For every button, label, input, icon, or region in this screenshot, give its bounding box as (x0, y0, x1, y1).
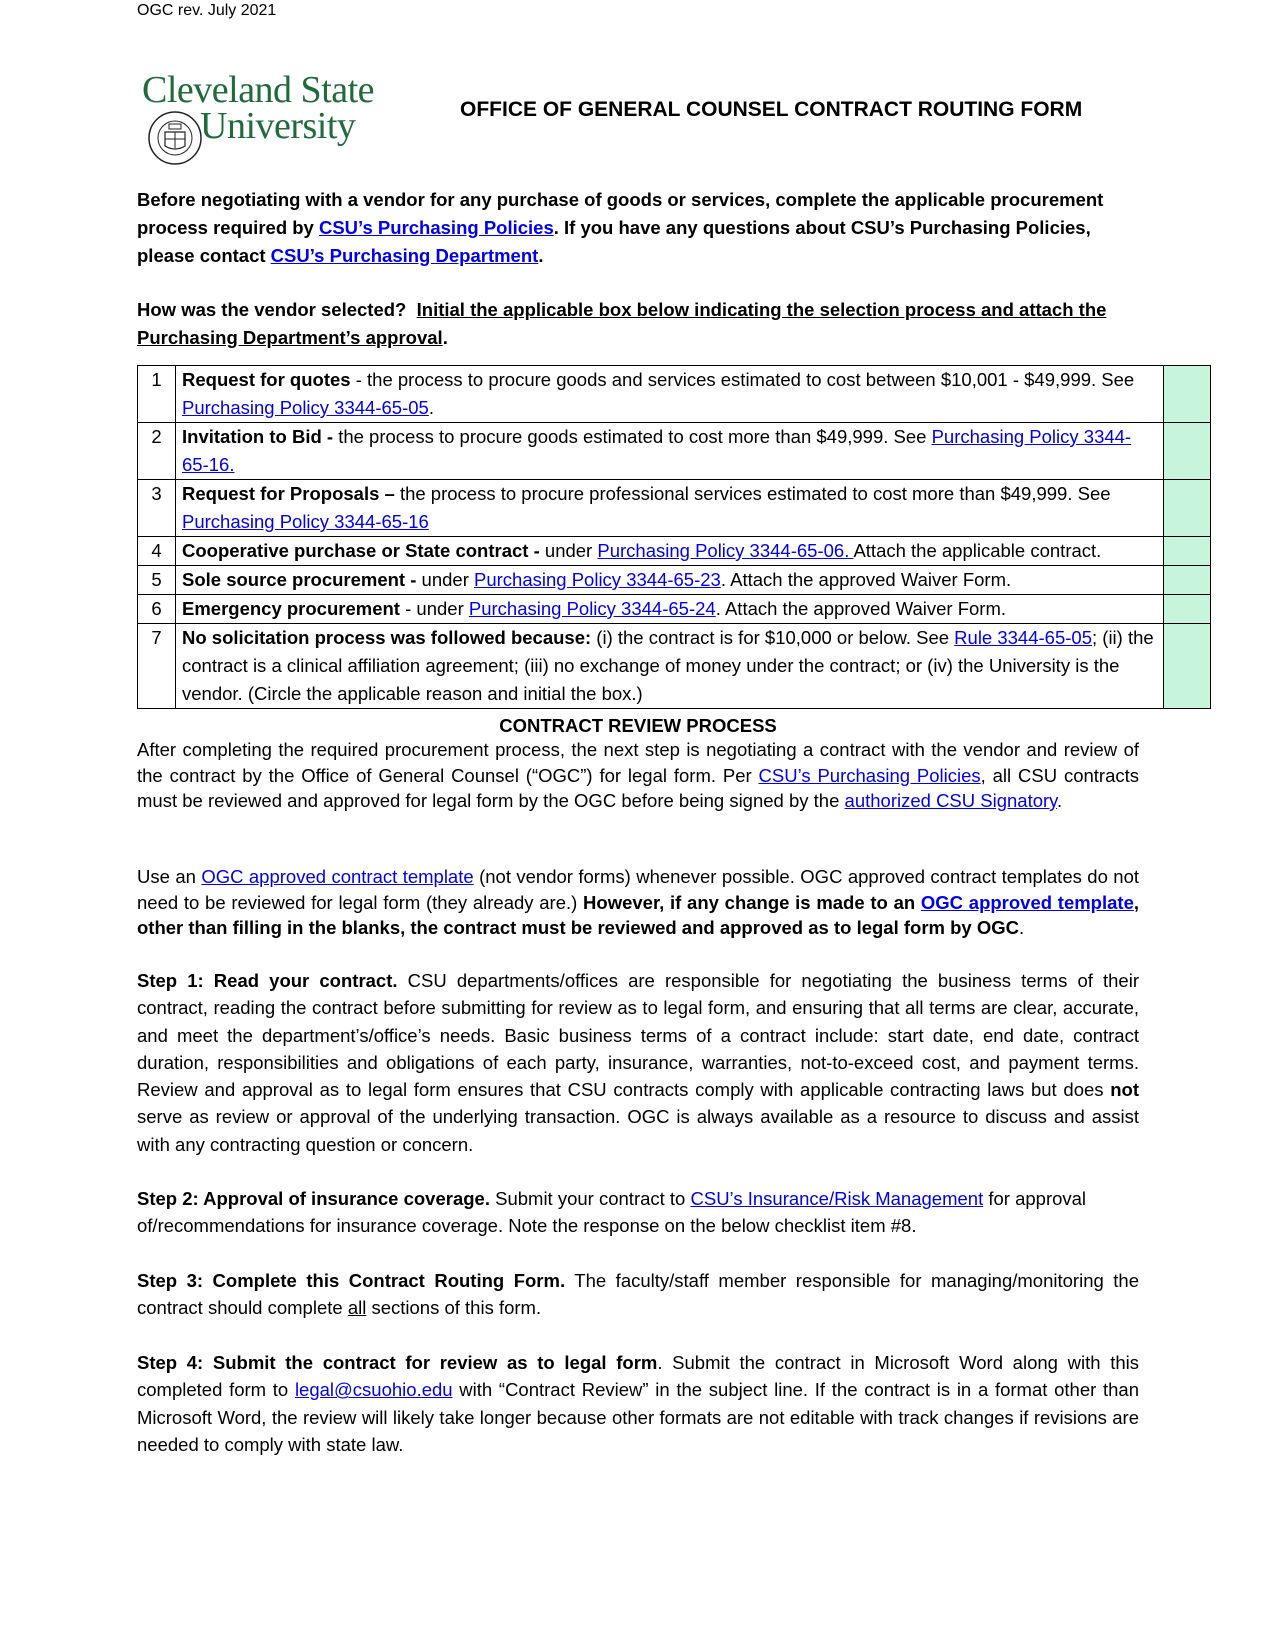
initial-box[interactable] (1164, 480, 1211, 537)
selection-row-description (176, 595, 1164, 624)
step-1-not: not (1110, 1079, 1139, 1101)
template-link[interactable]: OGC approved contract template (201, 866, 474, 887)
review-heading: CONTRACT REVIEW PROCESS (499, 715, 777, 736)
review-p1-end: . (1057, 790, 1063, 811)
review-paragraph-1 (137, 737, 1139, 814)
purchasing-policies-link[interactable]: CSU’s Purchasing Policies (318, 217, 554, 238)
selection-end: . (442, 327, 448, 348)
selection-row-title: Cooperative purchase or State contract - (182, 540, 540, 561)
template-link-2[interactable]: OGC approved template (920, 891, 1134, 913)
policy-link[interactable]: Purchasing Policy 3344-65-06. (597, 540, 854, 561)
step-1-text-2: serve as review or approval of the underlying transaction. OGC is always available as a resource to discuss and assist with any contracting question or concern. (137, 1106, 1139, 1155)
policy-link[interactable]: Purchasing Policy 3344-65-23 (474, 569, 721, 590)
selection-row (138, 480, 1211, 537)
selection-row-after: ; (ii) the contract is a clinical affiliation agreement; (iii) no exchange of money under the contract; or (iv) the University is the vendor. (Circle the applicable reason and initial the box.) (182, 627, 1154, 704)
selection-table (137, 365, 1211, 709)
policy-link[interactable]: Purchasing Policy 3344-65-16. (182, 426, 1132, 475)
intro-paragraph (137, 186, 1139, 270)
selection-row-description (176, 480, 1164, 537)
initial-box[interactable] (1164, 624, 1211, 709)
selection-row-number: 6 (138, 595, 176, 624)
selection-row (138, 624, 1211, 709)
selection-instruction: Initial the applicable box below indicating the selection process and attach the Purchasing Department’s approval (137, 299, 1107, 348)
initial-box[interactable] (1164, 537, 1211, 566)
selection-row-number: 5 (138, 566, 176, 595)
initial-box[interactable] (1164, 595, 1211, 624)
policy-link[interactable]: Rule 3344-65-05 (954, 627, 1092, 648)
step-3-title: Step 3: Complete this Contract Routing Form. (137, 1270, 566, 1291)
initial-box[interactable] (1164, 566, 1211, 595)
selection-row (138, 423, 1211, 480)
selection-row (138, 595, 1211, 624)
intro-text-2: . If you have any questions about CSU’s Purchasing Policies, please contact (137, 217, 1091, 266)
intro-end: . (538, 245, 544, 266)
selection-row-title: Request for quotes (182, 369, 351, 390)
selection-row-after: . Attach the approved Waiver Form. (715, 598, 1007, 619)
selection-row-title: Invitation to Bid - (182, 426, 334, 447)
review-p2-bold-2: , other than filling in the blanks, the contract must be reviewed and approved as to legal form by OGC (137, 891, 1139, 938)
university-logo (138, 69, 388, 172)
selection-question (137, 296, 1139, 352)
selection-row-description (176, 566, 1164, 595)
selection-row-text: under (539, 540, 598, 561)
selection-row-number: 1 (138, 366, 176, 423)
logo-line-2: University (200, 105, 356, 147)
selection-row-title: No solicitation process was followed because: (182, 627, 592, 648)
step-2-title: Step 2: Approval of insurance coverage. (137, 1188, 490, 1209)
selection-row-text: under (416, 569, 475, 590)
selection-row-text: the process to procure goods estimated to cost more than $49,999. See (333, 426, 932, 447)
selection-row-description (176, 537, 1164, 566)
selection-row-after: Attach the applicable contract. (853, 540, 1102, 561)
step-4 (137, 1349, 1139, 1458)
step-3-text: The faculty/staff member responsible for managing/monitoring the contract should complete (137, 1270, 1140, 1319)
purchasing-department-link[interactable]: CSU’s Purchasing Department (270, 245, 539, 266)
step-3 (137, 1267, 1139, 1322)
selection-row (138, 366, 1211, 423)
policy-link[interactable]: Purchasing Policy 3344-65-16 (182, 511, 429, 532)
step-1-text: CSU departments/offices are responsible for negotiating the business terms of their contract, reading the contract before submitting for review as to legal form, and ensuring that all terms are clear, accurate, and meet the department’s/office’s needs. Basic business terms of a contract include: start date, end date, contract duration, responsibilities and obligations of each party, insurance, warranties, not-to-exceed cost, and payment terms. Review and approval as to legal form ensures that CSU contracts comply with applicable contracting laws but does (137, 970, 1139, 1101)
selection-row-after: . (428, 397, 434, 418)
policy-link[interactable]: Purchasing Policy 3344-65-05 (182, 397, 429, 418)
selection-row-description (176, 423, 1164, 480)
purchasing-policies-link-2[interactable]: CSU’s Purchasing Policies (758, 764, 981, 786)
logo-line-1: Cleveland State (142, 69, 375, 111)
review-p2-text-2: (not vendor forms) whenever possible. OGC approved contract templates do not need to be reviewed for legal form (they already are.) (137, 866, 1139, 913)
review-p2-bold: However, if any change is made to an (583, 891, 921, 913)
review-p2-text: Use an (137, 866, 202, 887)
legal-email-link[interactable]: legal@csuohio.edu (294, 1379, 453, 1401)
step-4-title: Step 4: Submit the contract for review as to legal form (137, 1352, 658, 1373)
page-title: OFFICE OF GENERAL COUNSEL CONTRACT ROUTING FORM (460, 98, 1083, 121)
selection-row (138, 537, 1211, 566)
step-3-all: all (347, 1297, 367, 1319)
review-p2-end: . (1018, 917, 1025, 938)
selection-row-description (176, 366, 1164, 423)
selection-row-text: the process to procure professional services estimated to cost more than $49,999. See (394, 483, 1111, 504)
selection-row (138, 566, 1211, 595)
step-2-text: Submit your contract to (489, 1188, 691, 1209)
revision-label: OGC rev. July 2021 (137, 2, 277, 19)
step-1 (137, 967, 1139, 1158)
review-p1-text: After completing the required procurement process, the next step is negotiating a contract with the vendor and review of the contract by the Office of General Counsel (“OGC”) for legal form. Per (137, 739, 1139, 786)
authorized-signatory-link[interactable]: authorized CSU Signatory (844, 790, 1058, 811)
selection-row-number: 4 (138, 537, 176, 566)
step-2-text-2: for approval of/recommendations for insurance coverage. Note the response on the below checklist item #8. (137, 1188, 1087, 1237)
selection-row-number: 7 (138, 624, 176, 709)
review-p1-text-2: , all CSU contracts must be reviewed and approved for legal form by the OGC before being signed by the (137, 764, 1140, 811)
selection-row-description (176, 624, 1164, 709)
selection-row-title: Emergency procurement (182, 598, 400, 619)
review-paragraph-2 (137, 864, 1139, 941)
initial-box[interactable] (1164, 366, 1211, 423)
intro-text: Before negotiating with a vendor for any purchase of goods or services, complete the applicable procurement process required by (137, 189, 1104, 238)
selection-row-title: Sole source procurement - (182, 569, 417, 590)
selection-row-text: (i) the contract is for $10,000 or below. See (591, 627, 955, 648)
selection-row-number: 2 (138, 423, 176, 480)
step-3-text-2: sections of this form. (366, 1297, 542, 1319)
selection-row-text: - under (399, 598, 469, 619)
selection-row-title: Request for Proposals – (182, 483, 395, 504)
policy-link[interactable]: Purchasing Policy 3344-65-24 (468, 598, 716, 619)
initial-box[interactable] (1164, 423, 1211, 480)
step-4-text-2: with “Contract Review” in the subject line. If the contract is in a format other than Microsoft Word, the review will likely take longer because other formats are not editable with track changes if revisions are needed to comply with state law. (137, 1379, 1139, 1455)
step-2 (137, 1185, 1139, 1240)
selection-row-after: . Attach the approved Waiver Form. (720, 569, 1012, 590)
university-seal-icon (147, 110, 203, 166)
selection-question-text: How was the vendor selected? (137, 299, 407, 320)
step-1-title: Step 1: Read your contract. (137, 970, 398, 991)
selection-row-number: 3 (138, 480, 176, 537)
insurance-risk-link[interactable]: CSU’s Insurance/Risk Management (690, 1188, 984, 1209)
selection-row-text: - the process to procure goods and services estimated to cost between $10,001 - $49,999. See (350, 369, 1135, 390)
step-4-text: . Submit the contract in Microsoft Word along with this completed form to (137, 1352, 1139, 1401)
